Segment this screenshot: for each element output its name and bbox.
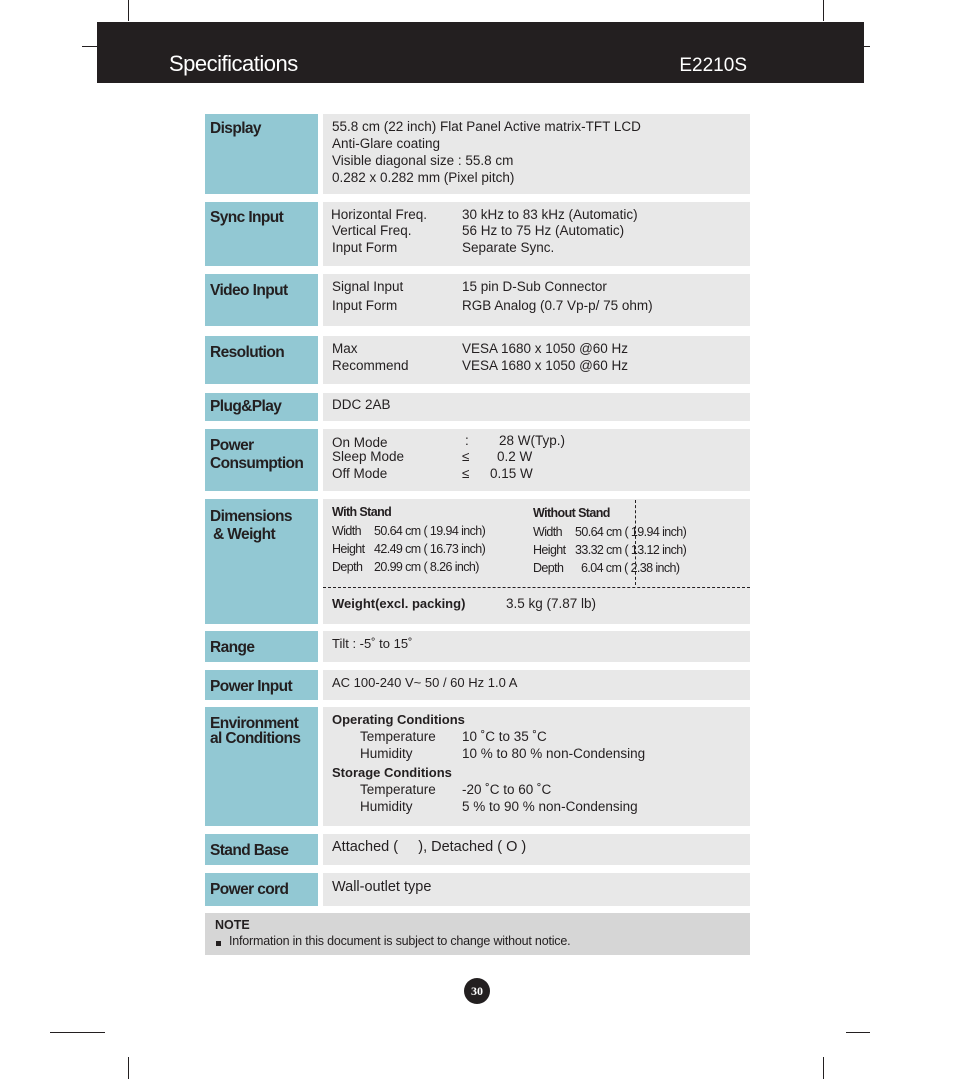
spec-label: Video Input	[210, 282, 288, 299]
spec-line: 55.8 cm (22 inch) Flat Panel Active matrix-TFT LCD	[332, 119, 641, 134]
model-name: E2210S	[679, 55, 747, 76]
spec-value-cell	[323, 114, 750, 194]
storage-conditions-title: Storage Conditions	[332, 765, 452, 780]
spec-item-name: Input Form	[332, 240, 398, 255]
condition-name: Temperature	[360, 782, 436, 797]
spec-label-cell	[205, 114, 318, 194]
spec-value: DDC 2AB	[332, 397, 391, 412]
condition-value: 10 % to 80 % non-Condensing	[462, 746, 646, 761]
dimension-value: 33.32 cm ( 13.12 inch)	[575, 543, 687, 557]
spec-value: Attached ( ), Detached ( O )	[332, 839, 527, 855]
spec-item-value: RGB Analog (0.7 Vp-p/ 75 ohm)	[462, 298, 653, 313]
spec-item-name: Input Form	[332, 298, 398, 313]
spec-label-cell	[205, 393, 318, 421]
spec-item-value: Separate Sync.	[462, 240, 555, 255]
page-title: Specifications	[169, 51, 298, 76]
spec-row-stand-base	[205, 834, 750, 865]
with-stand-title: With Stand	[332, 505, 392, 519]
weight-value: 3.5 kg (7.87 lb)	[506, 596, 597, 611]
spec-item-name: Off Mode	[332, 466, 388, 481]
spec-row-environmental-conditions	[205, 707, 750, 826]
spec-label: Dimensions	[210, 508, 292, 525]
spec-label: Resolution	[210, 344, 285, 361]
spec-label: Environment	[210, 715, 299, 732]
crop-mark	[128, 0, 129, 21]
spec-item-name: Max	[332, 341, 358, 356]
condition-value: 5 % to 90 % non-Condensing	[462, 799, 638, 814]
condition-value: 10 ˚C to 35 ˚C	[462, 729, 547, 744]
without-stand-title: Without Stand	[533, 506, 610, 520]
spec-row-video-input	[205, 274, 750, 326]
spec-label-cell	[205, 834, 318, 865]
spec-row-range	[205, 631, 750, 662]
page-number: 30	[464, 978, 490, 1004]
spec-value-cell	[323, 631, 750, 662]
spec-label-cell	[205, 202, 318, 266]
spec-label: Power Input	[210, 678, 293, 695]
spec-label: Power	[210, 437, 254, 454]
spec-label: al Conditions	[210, 730, 301, 747]
spec-item-value: VESA 1680 x 1050 @60 Hz	[462, 341, 629, 356]
spec-label: Sync Input	[210, 209, 284, 226]
dimension-name: Depth	[533, 561, 564, 575]
dimension-name: Height	[332, 542, 365, 556]
spec-value-cell	[323, 707, 750, 826]
spec-value-cell	[323, 336, 750, 384]
spec-row-power-consumption	[205, 429, 750, 491]
spec-item-name: Recommend	[332, 358, 409, 373]
spec-label-cell	[205, 336, 318, 384]
spec-value-cell	[323, 274, 750, 326]
crop-mark	[823, 1057, 824, 1079]
spec-item-value: 56 Hz to 75 Hz (Automatic)	[462, 223, 625, 238]
spec-label-cell	[205, 429, 318, 491]
dimension-name: Width	[332, 524, 361, 538]
dimension-value: 20.99 cm ( 8.26 inch)	[374, 560, 479, 574]
spec-label: Plug&Play	[210, 398, 282, 415]
spec-label: Stand Base	[210, 842, 289, 859]
header-bar	[97, 22, 864, 83]
crop-mark	[128, 1057, 129, 1079]
dimension-name: Height	[533, 543, 566, 557]
spec-row-dimensions	[205, 499, 750, 624]
spec-row-sync-input	[205, 202, 750, 266]
crop-mark	[50, 1032, 105, 1033]
spec-value-cell	[323, 873, 750, 906]
spec-value: Tilt : -5˚ to 15˚	[332, 636, 413, 651]
spec-item-value: 28 W(Typ.)	[499, 433, 566, 448]
dimension-value: 6.04 cm ( 2.38 inch)	[581, 561, 680, 575]
spec-item-value: 15 pin D-Sub Connector	[462, 279, 607, 294]
spec-line: 0.282 x 0.282 mm (Pixel pitch)	[332, 170, 515, 185]
spec-value-cell	[323, 393, 750, 421]
condition-name: Humidity	[360, 746, 413, 761]
spec-label: Consumption	[210, 455, 304, 472]
spec-row-power-input	[205, 670, 750, 700]
spec-item-value: 0.2 W	[497, 449, 533, 464]
spec-value-cell	[323, 429, 750, 491]
spec-label-cell	[205, 873, 318, 906]
condition-name: Temperature	[360, 729, 436, 744]
spec-label-cell	[205, 499, 318, 624]
spec-row-resolution	[205, 336, 750, 384]
spec-row-plug-and-play	[205, 393, 750, 421]
crop-mark	[846, 1032, 870, 1033]
operating-conditions-title: Operating Conditions	[332, 712, 465, 727]
spec-label-cell	[205, 670, 318, 700]
bullet-icon	[216, 941, 221, 946]
spec-value-cell	[323, 834, 750, 865]
spec-value-cell	[323, 670, 750, 700]
spec-value-cell	[323, 499, 750, 624]
dimension-value: 50.64 cm ( 19.94 inch)	[374, 524, 486, 538]
spec-item-symbol: ≤	[462, 466, 470, 481]
dimension-value: 42.49 cm ( 16.73 inch)	[374, 542, 486, 556]
spec-value-cell	[323, 202, 750, 266]
spec-label-cell	[205, 274, 318, 326]
spec-item-value: 0.15 W	[490, 466, 533, 481]
spec-row-power-cord	[205, 873, 750, 906]
condition-value: -20 ˚C to 60 ˚C	[462, 782, 552, 797]
spec-label-cell	[205, 707, 318, 826]
crop-mark	[864, 46, 870, 47]
spec-item-symbol: :	[465, 433, 469, 448]
spec-item-name: On Mode	[332, 435, 388, 450]
spec-line: Visible diagonal size : 55.8 cm	[332, 153, 514, 168]
weight-label: Weight(excl. packing)	[332, 596, 466, 611]
spec-item-name: Horizontal Freq.	[331, 207, 428, 222]
note-text: Information in this document is subject to change without notice.	[229, 934, 571, 948]
crop-mark	[82, 46, 97, 47]
note-title: NOTE	[215, 918, 250, 932]
spec-item-name: Sleep Mode	[332, 449, 405, 464]
spec-item-value: 30 kHz to 83 kHz (Automatic)	[462, 207, 638, 222]
spec-label: & Weight	[213, 526, 276, 543]
condition-name: Humidity	[360, 799, 413, 814]
spec-item-symbol: ≤	[462, 449, 470, 464]
weight-divider	[323, 587, 750, 588]
spec-item-name: Signal Input	[332, 279, 404, 294]
spec-label-cell	[205, 631, 318, 662]
spec-label: Display	[210, 120, 261, 137]
dimension-name: Width	[533, 525, 562, 539]
spec-item-value: VESA 1680 x 1050 @60 Hz	[462, 358, 629, 373]
spec-value: AC 100-240 V~ 50 / 60 Hz 1.0 A	[332, 675, 518, 690]
dimension-value: 50.64 cm ( 19.94 inch)	[575, 525, 687, 539]
spec-row-display	[205, 114, 750, 194]
spec-label: Power cord	[210, 881, 289, 898]
dimension-name: Depth	[332, 560, 363, 574]
spec-item-name: Vertical Freq.	[332, 223, 412, 238]
note-box	[205, 913, 750, 955]
spec-label: Range	[210, 639, 255, 656]
spec-value: Wall-outlet type	[332, 879, 432, 895]
spec-line: Anti-Glare coating	[332, 136, 441, 151]
crop-mark	[823, 0, 824, 21]
